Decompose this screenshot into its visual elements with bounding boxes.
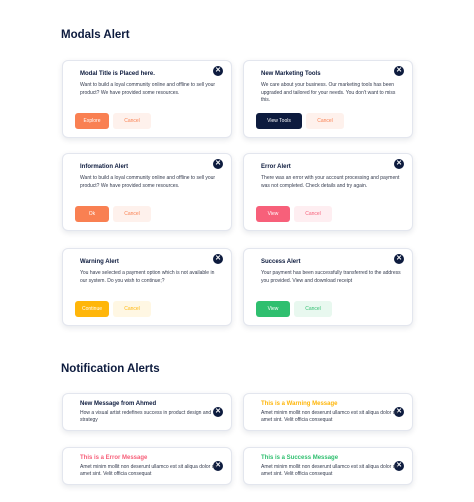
- modal-card-information: [62, 153, 232, 231]
- cancel-button[interactable]: Cancel: [113, 301, 151, 317]
- close-icon[interactable]: ✕: [213, 159, 223, 169]
- view-tools-button[interactable]: View Tools: [256, 113, 302, 129]
- notification-body: Amet minim mollit non deserunt ullamco est sit aliqua dolor do amet sint. Velit officia consequat: [80, 464, 218, 477]
- modal-card-warning: [62, 248, 232, 326]
- explore-button[interactable]: Explore: [75, 113, 109, 129]
- modal-title: New Marketing Tools: [261, 71, 321, 77]
- cancel-button[interactable]: Cancel: [294, 301, 332, 317]
- notification-body: Amet minim mollit non deserunt ullamco est sit aliqua dolor do amet sint. Velit officia consequat: [261, 464, 399, 477]
- notification-title: New Message from Ahmed: [80, 401, 157, 407]
- modal-card-marketing: [243, 60, 413, 138]
- cancel-button[interactable]: Cancel: [113, 206, 151, 222]
- modal-card-default: [62, 60, 232, 138]
- notification-body: Amet minim mollit non deserunt ullamco est sit aliqua dolor do amet sint. Velit officia consequat: [261, 410, 399, 423]
- close-icon[interactable]: ✕: [394, 66, 404, 76]
- notification-title: This is a Success Message: [261, 455, 339, 461]
- modal-body: Want to build a loyal community online and offline to sell your product? We have provided some resources.: [80, 82, 216, 96]
- modal-body: Your payment has been successfully transferred to the address you provided. View and download receipt: [261, 270, 401, 284]
- ok-button[interactable]: Ok: [75, 206, 109, 222]
- close-icon[interactable]: ✕: [394, 407, 404, 417]
- cancel-button[interactable]: Cancel: [294, 206, 332, 222]
- modal-title: Warning Alert: [80, 259, 119, 265]
- continue-button[interactable]: Continue: [75, 301, 109, 317]
- close-icon[interactable]: ✕: [394, 461, 404, 471]
- close-icon[interactable]: ✕: [213, 254, 223, 264]
- modal-title: Modal Title is Placed here.: [80, 71, 155, 77]
- cancel-button[interactable]: Cancel: [306, 113, 344, 129]
- notification-warning: [243, 393, 413, 431]
- close-icon[interactable]: ✕: [394, 159, 404, 169]
- notification-title: This is a Error Message: [80, 455, 148, 461]
- notification-title: This is a Warning Message: [261, 401, 338, 407]
- modal-title: Error Alert: [261, 164, 291, 170]
- close-icon[interactable]: ✕: [394, 254, 404, 264]
- close-icon[interactable]: ✕: [213, 407, 223, 417]
- modal-card-success: [243, 248, 413, 326]
- cancel-button[interactable]: Cancel: [113, 113, 151, 129]
- close-icon[interactable]: ✕: [213, 66, 223, 76]
- modals-section-title: Modals Alert: [61, 29, 130, 41]
- modal-body: You have selected a payment option which is not available in our system. Do you wish to continue;?: [80, 270, 215, 284]
- modal-body: There was an error with your account processing and payment was not completed. Check details and try again.: [261, 175, 400, 189]
- notifications-section-title: Notification Alerts: [61, 363, 160, 375]
- view-button[interactable]: View: [256, 301, 290, 317]
- close-icon[interactable]: ✕: [213, 461, 223, 471]
- notification-error: [62, 447, 232, 485]
- modal-title: Information Alert: [80, 164, 129, 170]
- notification-success: [243, 447, 413, 485]
- view-button[interactable]: View: [256, 206, 290, 222]
- notification-body: How a visual artist redefines success in product design and strategy: [80, 410, 212, 423]
- modal-title: Success Alert: [261, 259, 301, 265]
- notification-message: [62, 393, 232, 431]
- modal-body: Want to build a loyal community online and offline to sell your product? We have provided some resources.: [80, 175, 216, 189]
- modal-card-error: [243, 153, 413, 231]
- modal-body: We care about your business. Our marketing tools has been upgraded and tailored for your needs. You don't want to miss this.: [261, 82, 396, 103]
